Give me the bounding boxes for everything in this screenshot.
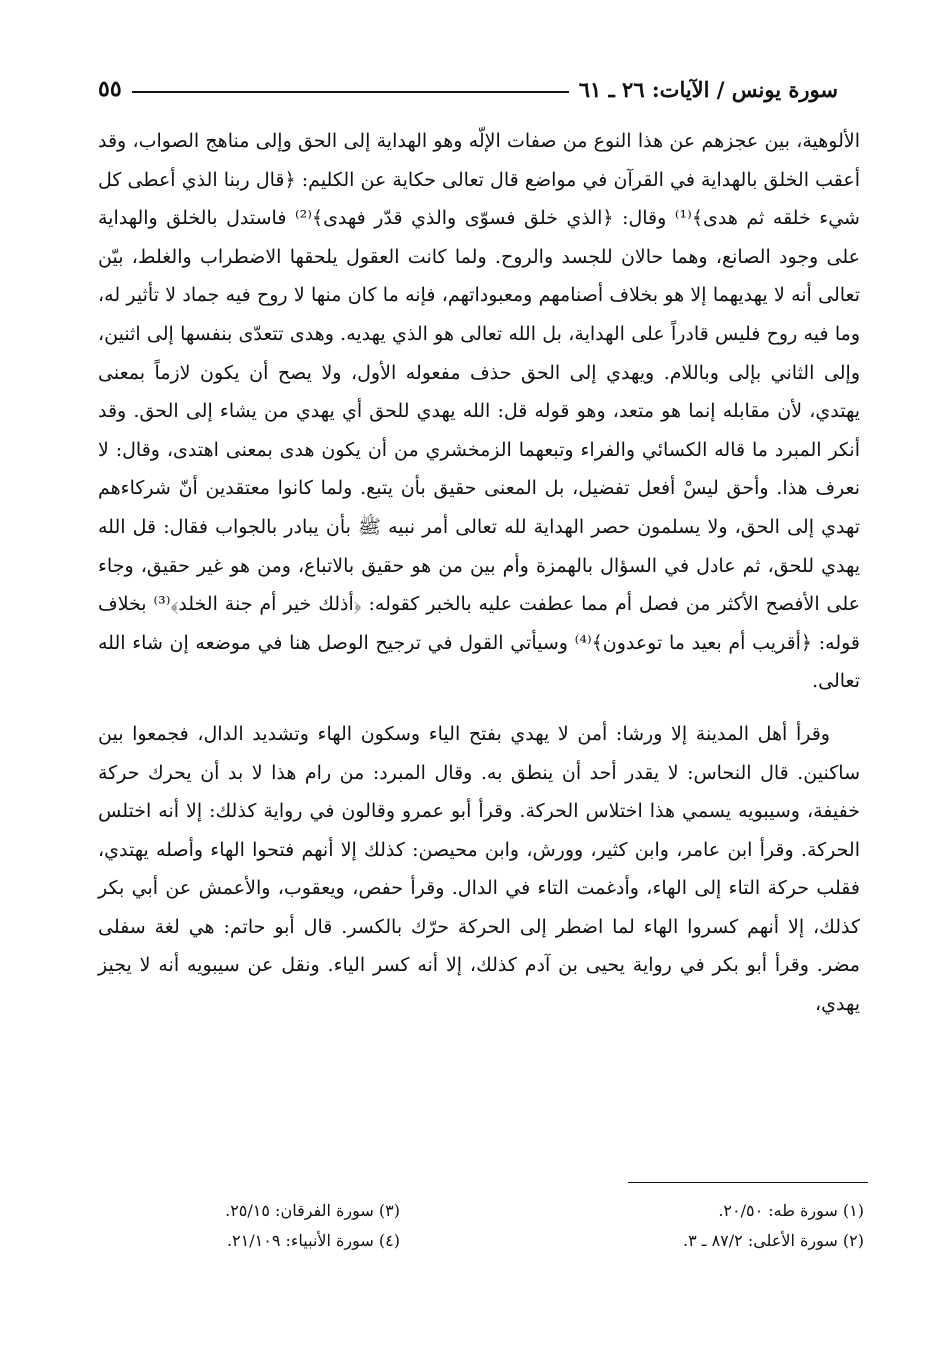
page-header xyxy=(98,72,838,106)
header-rule xyxy=(132,91,569,93)
footnotes xyxy=(150,1196,864,1256)
footnote-3: (٣) سورة الفرقان: ٢٥/١٥. xyxy=(225,1201,400,1220)
footnotes-right-column xyxy=(614,1196,864,1256)
footnotes-left-column xyxy=(150,1196,400,1256)
footnote-separator xyxy=(628,1182,868,1183)
footnote-4: (٤) سورة الأنبياء: ٢١/١٠٩. xyxy=(226,1231,400,1250)
paragraph-1: الألوهية، بين عجزهم عن هذا النوع من صفات الإلّه وهو الهداية إلى الحق وإلى مناهج الصواب، وقد أعقب الخلق بالهداية في القرآن في مواضع قال تعالى حكاية عن الكليم: ﴿قال ربنا الذي أعطى كل شيء خلقه ثم هدى﴾⁽¹⁾ وقال: ﴿الذي خلق فسوّى والذي قدّر فهدى﴾⁽²⁾ فاستدل بالخلق والهداية على وجود الصانع، وهما حالان للجسد والروح. ولما كانت العقول يلحقها الاضطراب والغلط، بيّن تعالى أنه لا يهديهما إلا هو بخلاف أصنامهم ومعبوداتهم، فإنه ما كان منها لا روح فيه جماد لا تأثير له، وما فيه روح فليس قادراً على الهداية، بل الله تعالى هو الذي يهديه. وهدى تتعدّى بنفسها إلى اثنين، وإلى الثاني بإلى وباللام. ويهدي إلى الحق حذف مفعوله الأول، ولا يصح أن يكون لازماً بمعنى يهتدي، لأن مقابله إنما هو متعد، وهو قوله قل: الله يهدي للحق أي يهدي من يشاء إلى الحق. وقد أنكر المبرد ما قاله الكسائي والفراء وتبعهما الزمخشري من أن يكون هدى بمعنى اهتدى، وقال: لا نعرف هذا. وأحق ليسْ أفعل تفضيل، بل المعنى حقيق بأن يتبع. ولما كانوا معتقدين أنّ شركاءهم تهدي إلى الحق، ولا يسلمون حصر الهداية لله تعالى أمر نبيه ﷺ بأن يبادر بالجواب فقال: قل الله يهدي للحق، ثم عادل في السؤال بالهمزة وأم بين من هو حقيق بالاتباع، ومن هو غير حقيق، وجاء على الأفصح الأكثر من فصل أم مما عطفت عليه بالخبر كقوله: ﴿أذلك خير أم جنة الخلد﴾⁽³⁾ بخلاف قوله: ﴿أقريب أم بعيد ما توعدون﴾⁽⁴⁾ وسيأتي القول في ترجيح الوصل هنا في موضعه إن شاء الله تعالى. xyxy=(98,130,861,693)
paragraph-2: وقرأ أهل المدينة إلا ورشا: أمن لا يهدي بفتح الياء وسكون الهاء وتشديد الدال، فجمعوا بين ساكنين. قال النحاس: لا يقدر أحد أن ينطق به. وقال المبرد: من رام هذا لا بد أن يحرك حركة خفيفة، وسيبويه يسمي هذا اختلاس الحركة. وقرأ أبو عمرو وقالون في رواية كذلك: إلا أنه اختلس الحركة. وقرأ ابن عامر، وابن كثير، وورش، وابن محيصن: كذلك إلا أنهم فتحوا الهاء وأصله يهتدي، فقلب حركة التاء إلى الهاء، وأدغمت التاء في الدال. وقرأ حفص، ويعقوب، والأعمش عن أبي بكر كذلك، إلا أنهم كسروا الهاء لما اضطر إلى الحركة حرّك بالكسر. قال أبو حاتم: هي لغة سفلى مضر. وقرأ أبو بكر في رواية يحيى بن آدم كذلك، إلا أنه كسر الياء. ونقل عن سيبويه أنه لا يجيز يهدي، xyxy=(98,722,860,1016)
footnote-1: (١) سورة طه: ٢٠/٥٠. xyxy=(718,1201,864,1220)
page-number: ٥٥ xyxy=(98,76,122,102)
running-title: سورة يونس / الآيات: ٢٦ ـ ٦١ xyxy=(578,76,838,102)
main-text xyxy=(98,122,860,1024)
footnote-2: (٢) سورة الأعلى: ٨٧/٢ ـ ٣. xyxy=(683,1231,864,1250)
